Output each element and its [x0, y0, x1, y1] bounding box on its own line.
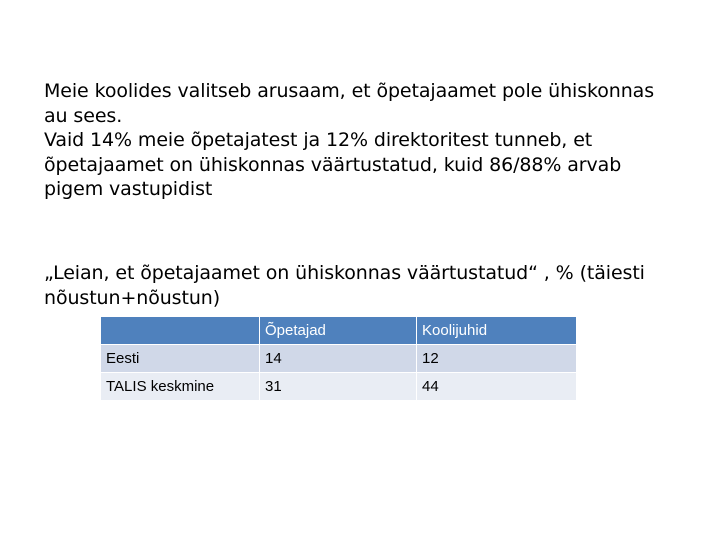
- table-row: [101, 373, 577, 401]
- intro-line: Meie koolides valitseb arusaam, et õpetajaamet pole ühiskonnas: [44, 80, 654, 102]
- table-cell: 31: [260, 373, 417, 401]
- quote-line: nõustun+nõustun): [44, 286, 221, 309]
- intro-line: pigem vastupidist: [44, 178, 213, 200]
- quote-paragraph: [44, 261, 704, 310]
- table-cell: 44: [417, 373, 577, 401]
- quote-line: „Leian, et õpetajaamet on ühiskonnas väärtustatud“ , % (täiesti: [44, 262, 645, 284]
- intro-line: õpetajaamet on ühiskonnas väärtustatud, kuid 86/88% arvab: [44, 153, 622, 176]
- table-cell: 12: [417, 345, 577, 373]
- table-cell: TALIS keskmine: [101, 373, 260, 401]
- intro-line: Vaid 14% meie õpetajatest ja 12% direktoritest tunneb, et: [44, 129, 593, 151]
- intro-paragraph: [44, 79, 694, 202]
- intro-line: au sees.: [44, 104, 123, 127]
- table-header-cell: Koolijuhid: [417, 317, 577, 345]
- table-cell: 14: [260, 345, 417, 373]
- table-header-cell: Õpetajad: [260, 317, 417, 345]
- table-header-cell: [101, 317, 260, 345]
- table-row: [101, 345, 577, 373]
- table-cell: Eesti: [101, 345, 260, 373]
- table-header-row: [101, 317, 577, 345]
- results-table: [100, 316, 577, 401]
